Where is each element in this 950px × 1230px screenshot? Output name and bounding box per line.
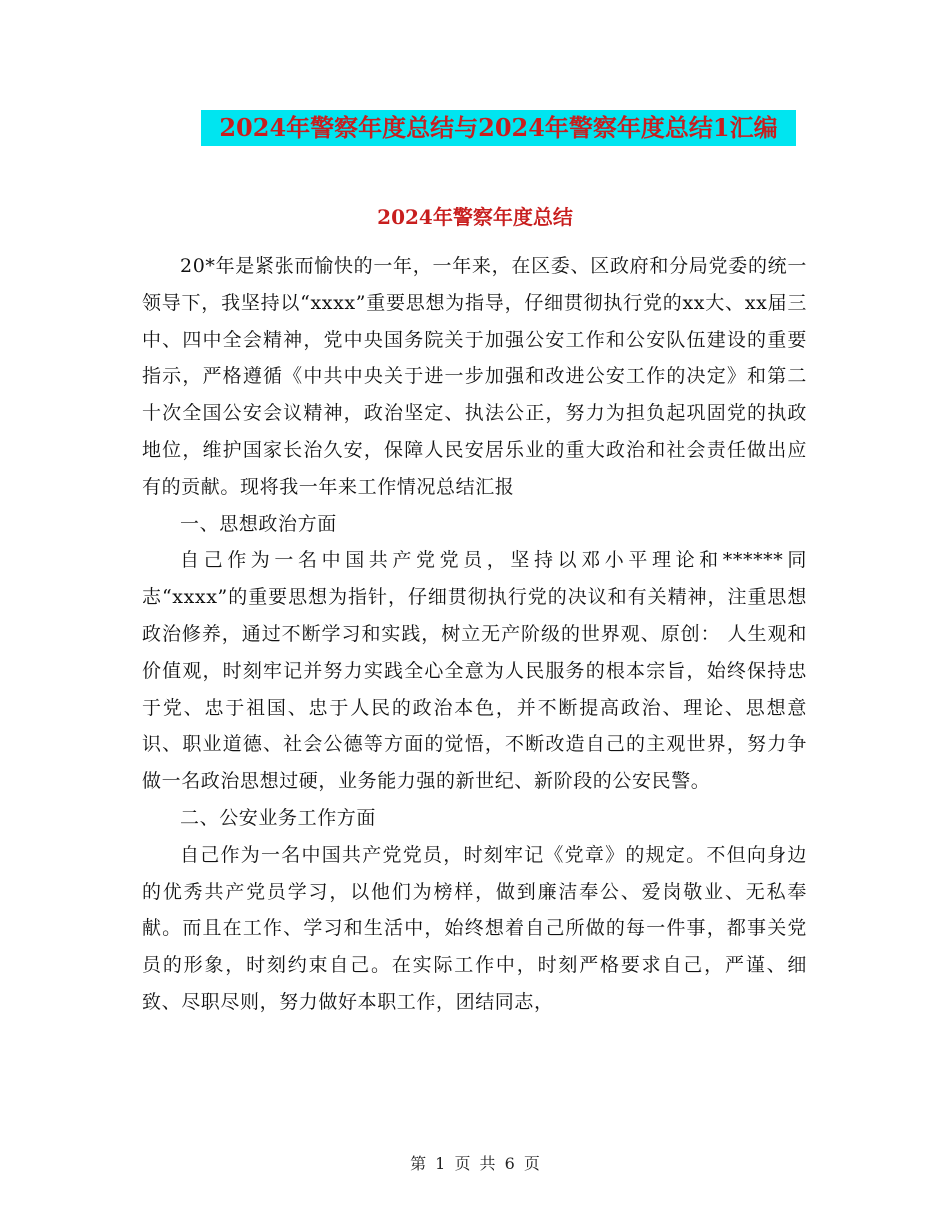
paragraph-police-work: 自己作为一名中国共产党党员，时刻牢记《党章》的规定。不但向身边的优秀共产党员学习，以他们为榜样，做到廉洁奉公、爱岗敬业、无私奉献。而且在工作、学习和生活中，始终想着自己所做的每一件事，都事关党员的形象，时刻约束自己。在实际工作中，时刻严格要求自己，严谨、细致、尽职尽则，努力做好本职工作，团结同志， (142, 843, 807, 1013)
paragraph-political-thought: 自己作为一名中国共产党党员，坚持以邓小平理论和******同志“xxxx”的重要思想为指针，仔细贯彻执行党的决议和有关精神，注重思想政治修养，通过不断学习和实践，树立无产阶级的世界观、原创： 人生观和价值观，时刻牢记并努力实践全心全意为人民服务的根本宗旨，始终保持忠于党、忠于祖国、忠于人民的政治本色，并不断提高政治、理论、思想意识、职业道德、社会公德等方面的觉悟，不断改造自己的主观世界，努力争做一名政治思想过硬，业务能力强的新世纪、新阶段的公安民警。 (142, 549, 807, 793)
heading-political-thought: 一、思想政治方面 (180, 512, 337, 535)
page-footer: 第 1 页 共 6 页 (410, 1154, 540, 1173)
heading-police-work: 二、公安业务工作方面 (180, 806, 377, 829)
section-title: 2024年警察年度总结 (377, 205, 573, 229)
document-body (142, 248, 807, 1021)
document-title: 2024年警察年度总结与2024年警察年度总结1汇编 (201, 110, 796, 146)
paragraph-intro: 20*年是紧张而愉快的一年，一年来，在区委、区政府和分局党委的统一领导下，我坚持以“xxxx”重要思想为指导，仔细贯彻执行党的xx大、xx届三中、四中全会精神，党中央国务院关于加强公安工作和公安队伍建设的重要指示，严格遵循《中共中央关于进一步加强和改进公安工作的决定》和第二十次全国公安会议精神，政治坚定、执法公正，努力为担负起巩固党的执政地位，维护国家长治久安，保障人民安居乐业的重大政治和社会责任做出应有的贡献。现将我一年来工作情况总结汇报 (142, 255, 807, 498)
